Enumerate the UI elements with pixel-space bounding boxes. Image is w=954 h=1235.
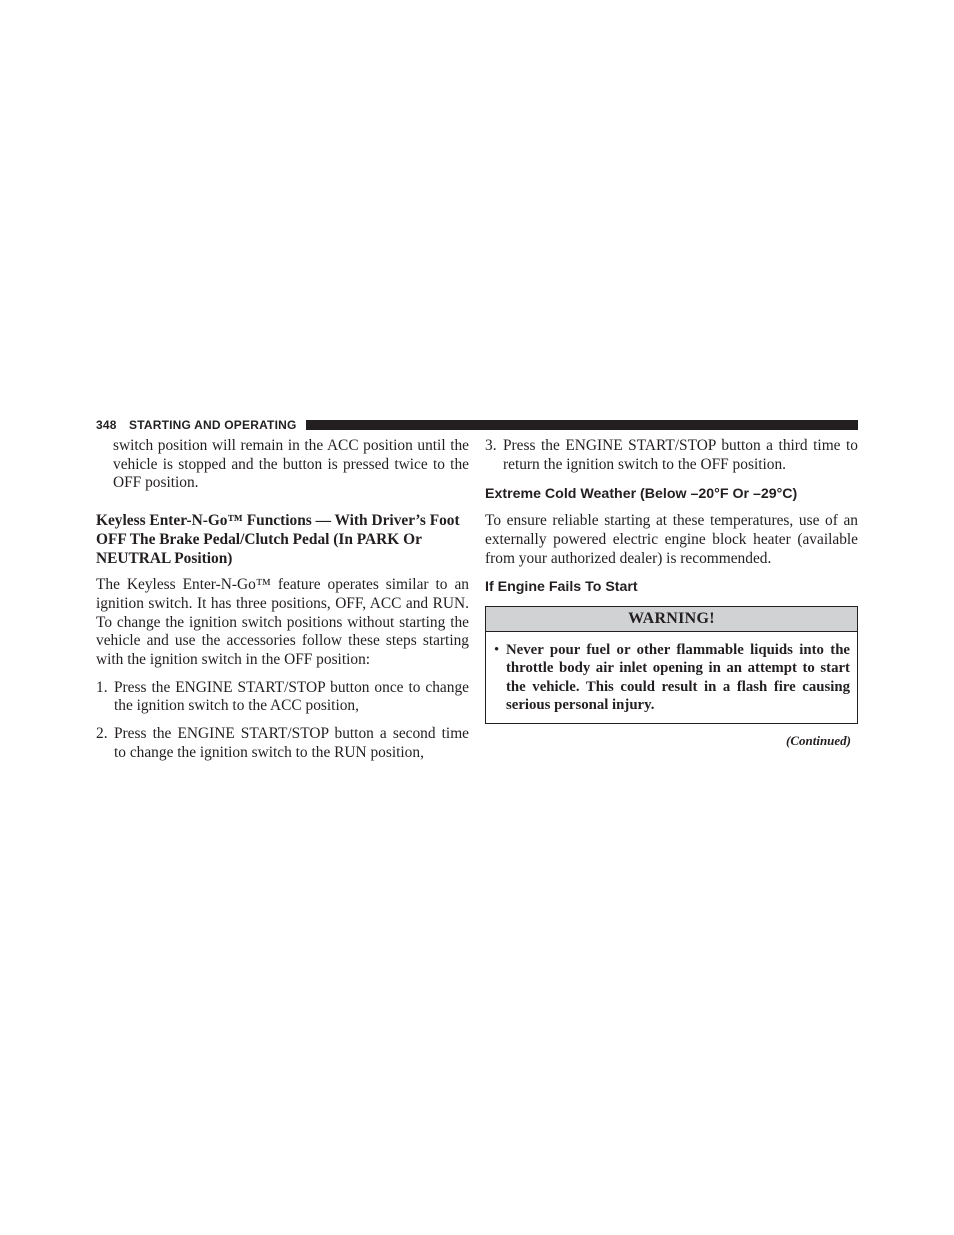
list-item-number: 2. bbox=[96, 725, 108, 743]
section-title: STARTING AND OPERATING bbox=[129, 418, 297, 432]
list-item-text: Press the ENGINE START/STOP button a third time to return the ignition switch to the OFF position. bbox=[503, 437, 858, 473]
cold-weather-heading: Extreme Cold Weather (Below –20°F Or –29°C) bbox=[485, 486, 798, 503]
warning-item bbox=[493, 641, 850, 715]
warning-box bbox=[485, 606, 858, 724]
left-column bbox=[96, 437, 469, 763]
page-number: 348 bbox=[96, 418, 117, 432]
header-rule bbox=[306, 420, 858, 430]
list-item-text: Press the ENGINE START/STOP button a second time to change the ignition switch to the RUN position, bbox=[114, 725, 469, 761]
continued-paragraph: switch position will remain in the ACC position until the vehicle is stopped and the button is pressed twice to the OFF position. bbox=[113, 437, 469, 492]
list-item-text: Press the ENGINE START/STOP button once to change the ignition switch to the ACC position, bbox=[114, 678, 469, 715]
right-column bbox=[485, 437, 858, 749]
keyless-intro-paragraph: The Keyless Enter-N-Go™ feature operates similar to an ignition switch. It has three positions, OFF, ACC and RUN. To change the ignition switch positions without starting the vehicle and use the accessories follow these steps starting with the ignition switch in the OFF position: bbox=[96, 576, 469, 669]
cold-weather-paragraph: To ensure reliable starting at these temperatures, use of an externally powered electric engine block heater (available from your authorized dealer) is recommended. bbox=[485, 512, 858, 567]
warning-title: WARNING! bbox=[486, 607, 857, 632]
list-item bbox=[485, 437, 858, 474]
list-item bbox=[96, 679, 469, 716]
engine-fails-heading: If Engine Fails To Start bbox=[485, 578, 638, 595]
list-item bbox=[96, 725, 469, 762]
keyless-functions-heading: Keyless Enter-N-Go™ Functions — With Driver’s Foot OFF The Brake Pedal/Clutch Pedal (In PARK Or NEUTRAL Position) bbox=[96, 512, 460, 567]
page-header bbox=[96, 417, 858, 433]
list-item-number: 3. bbox=[485, 437, 497, 454]
list-item-number: 1. bbox=[96, 678, 108, 696]
continued-label: (Continued) bbox=[785, 732, 851, 748]
warning-item-text: Never pour fuel or other flammable liquids into the throttle body air inlet opening in an attempt to start the vehicle. This could result in a flash fire causing serious personal injury. bbox=[506, 641, 850, 714]
bullet-icon: • bbox=[494, 641, 500, 658]
warning-body bbox=[486, 632, 857, 723]
